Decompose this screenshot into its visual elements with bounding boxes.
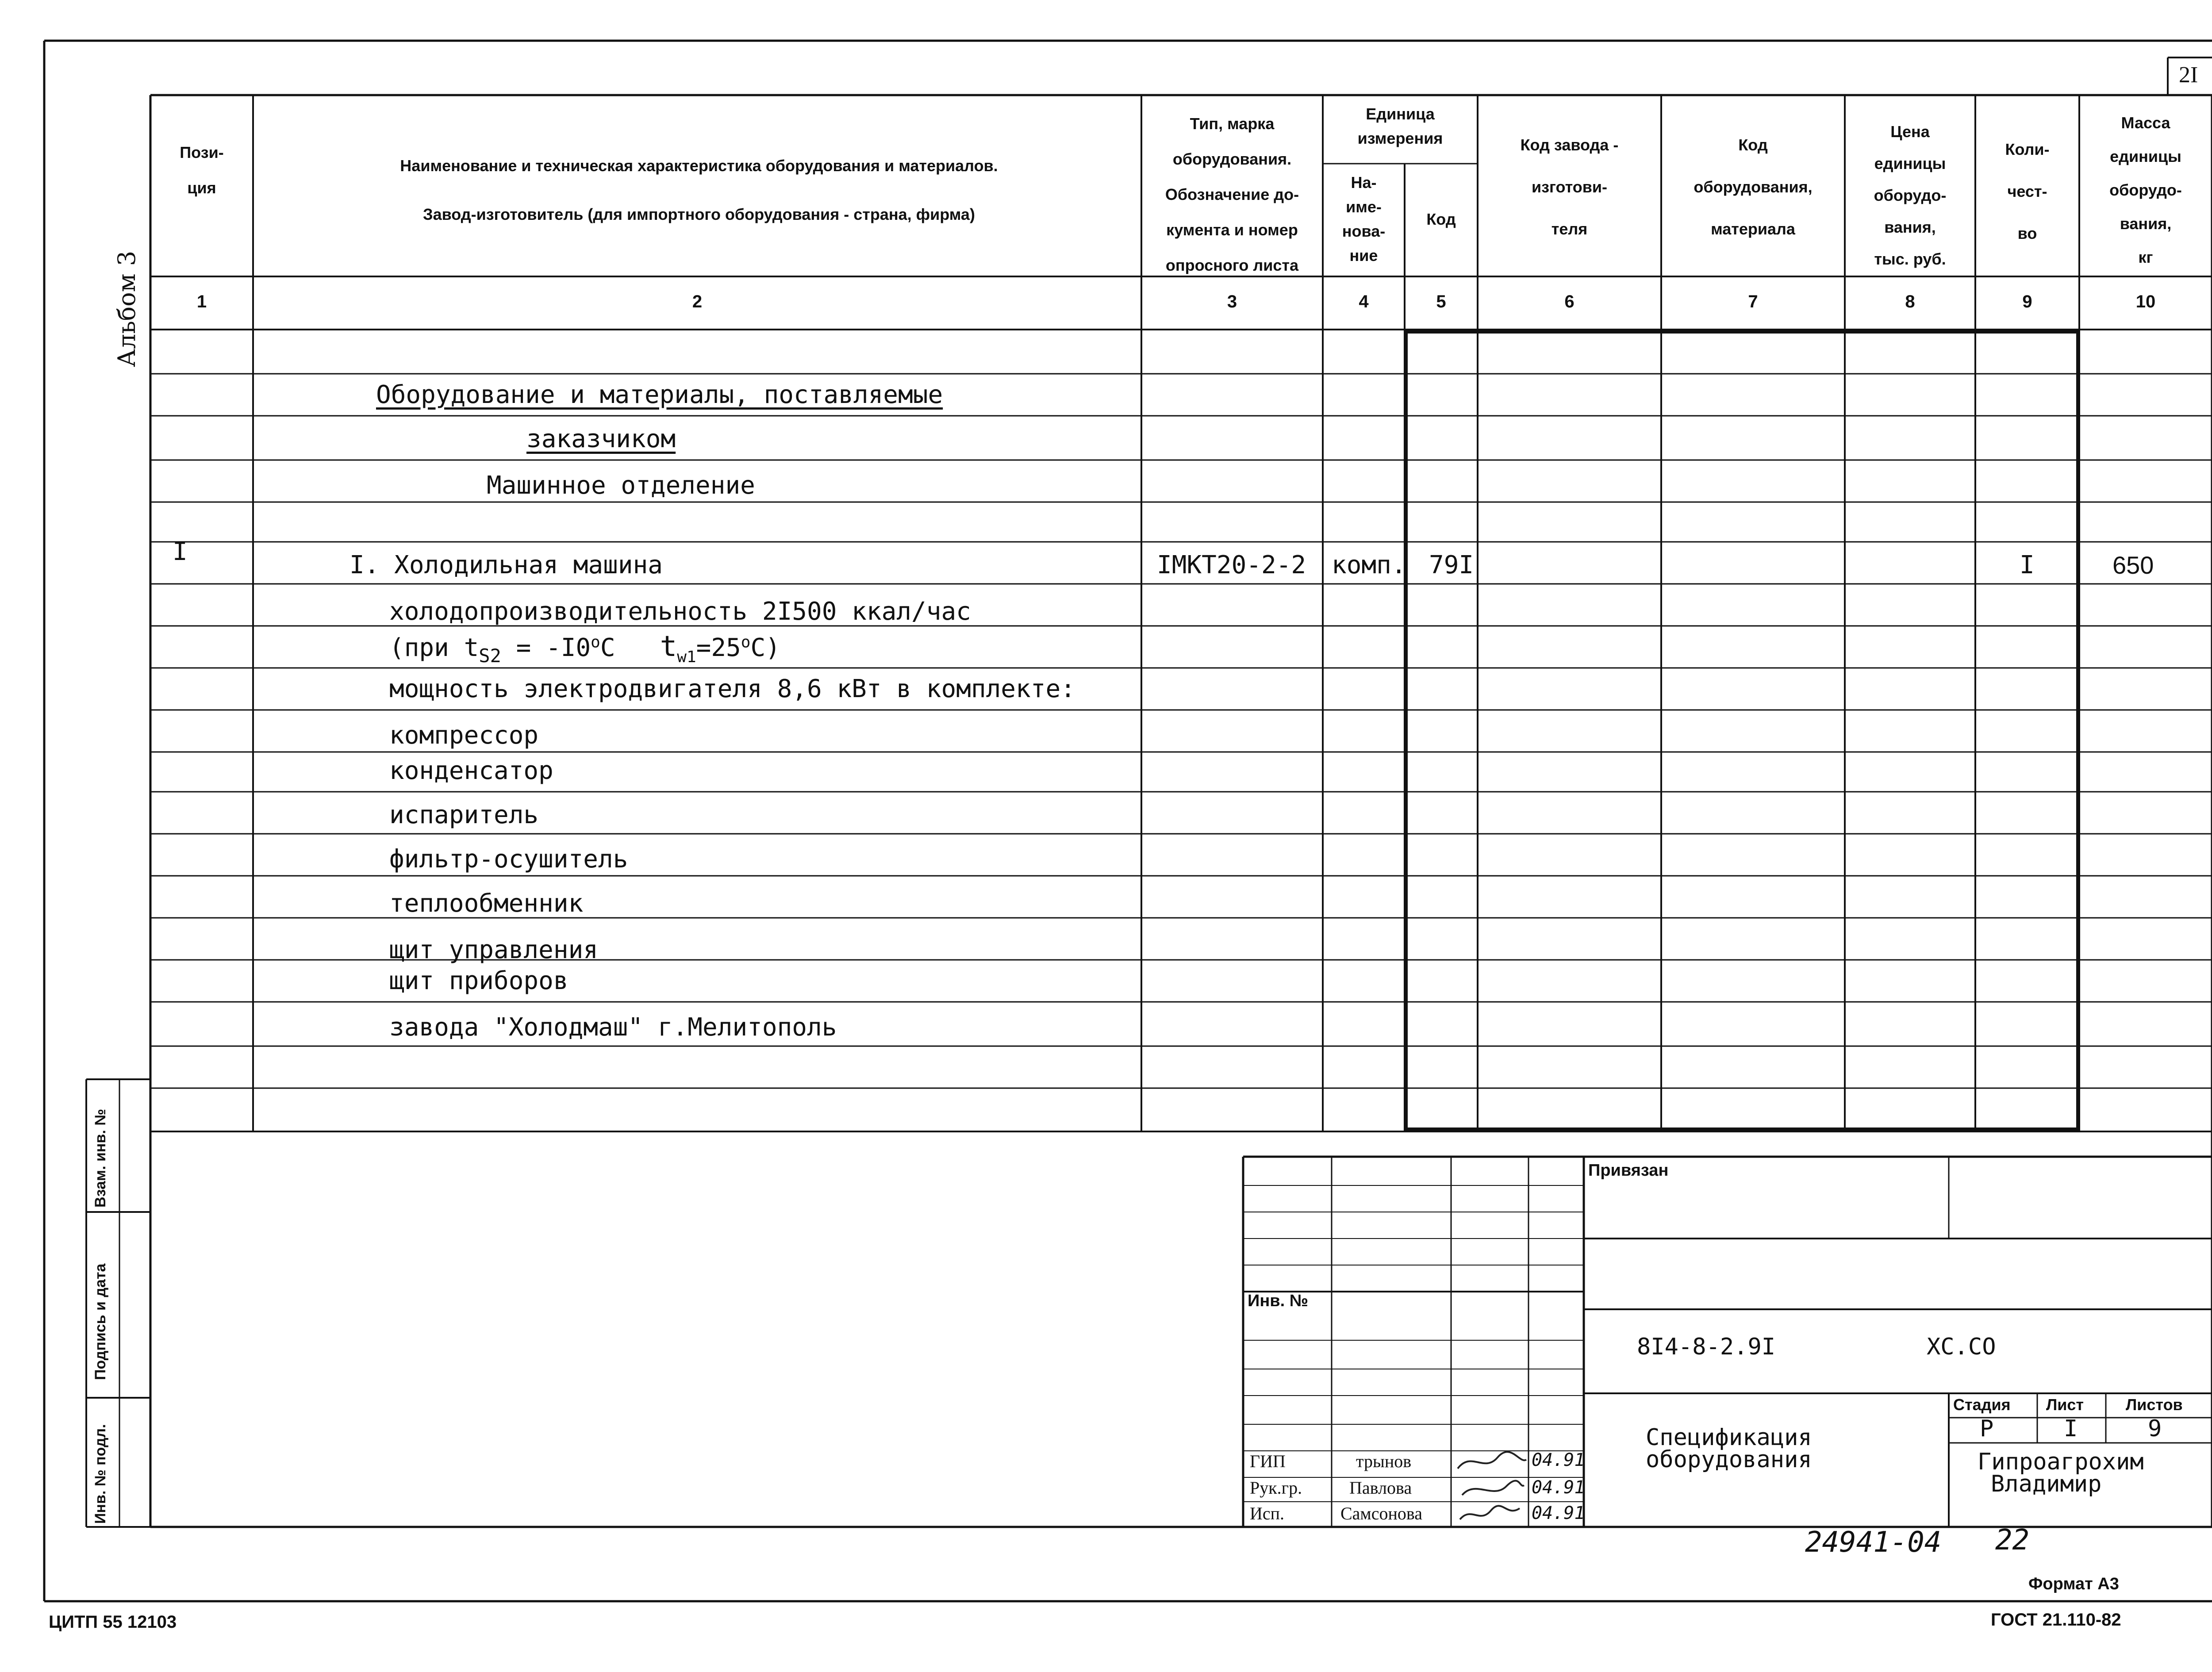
name-isp: Самсонова	[1340, 1503, 1423, 1523]
privyazan-label: Привязан	[1588, 1161, 1669, 1180]
name-gip: трынов	[1356, 1451, 1412, 1471]
org-name: Гипроагрохим	[1978, 1449, 2144, 1475]
citp-label: ЦИТП 55 12103	[49, 1612, 177, 1632]
sheets-label: Листов	[2126, 1396, 2183, 1414]
document-code: 8I4-8-2.9I	[1637, 1334, 1776, 1360]
header-factory-code: Код завода - изготови- теля	[1520, 136, 1619, 238]
subsection-title: Машинное отделение	[487, 471, 755, 500]
archive-number: 24941-04	[1805, 1526, 1942, 1559]
col-number: 2	[692, 292, 703, 311]
podpis-label: Подпись и дата	[92, 1263, 109, 1380]
spec-line: испаритель	[389, 801, 539, 829]
col-number: 8	[1905, 292, 1915, 311]
item-position: I	[173, 537, 188, 566]
item-quantity: I	[2020, 551, 2035, 579]
header-quantity: Коли- чест- во	[2005, 140, 2050, 242]
header-name: Наименование и техническая характеристика оборудования и материалов. Завод-изготовитель (для импортного оборудования - страна, фирма)	[400, 157, 998, 223]
spec-line: холодопроизводительность 2I500 ккал/час	[389, 597, 971, 626]
header-equipment-code: Код оборудования, материала	[1694, 136, 1813, 238]
spec-line: щит приборов	[389, 966, 568, 995]
col-number: 10	[2135, 292, 2156, 311]
col-number: 4	[1359, 292, 1369, 311]
name-rukgr: Павлова	[1349, 1478, 1412, 1498]
spec-line: щит управления	[389, 936, 599, 964]
spec-line: компрессор	[389, 721, 539, 750]
spec-line: теплообменник	[389, 889, 584, 918]
archive-page: 22	[1995, 1524, 2030, 1557]
spec-line: завода "Холодмаш" г.Мелитополь	[389, 1013, 837, 1042]
date-gip: 04.91	[1532, 1450, 1585, 1470]
sheet-label: Лист	[2046, 1396, 2084, 1414]
stage-label: Стадия	[1953, 1396, 2011, 1414]
header-unit-code: Код	[1426, 210, 1456, 228]
header-type: Тип, марка оборудования. Обозначение до- кумента и номер опросного листа	[1165, 115, 1299, 274]
item-name: I. Холодильная машина	[349, 551, 663, 579]
col-number: 6	[1564, 292, 1575, 311]
gost-label: ГОСТ 21.110-82	[1991, 1610, 2121, 1630]
item-mass: 650	[2112, 551, 2154, 579]
document-mark: ХС.СО	[1927, 1334, 1996, 1360]
section-title-cont: заказчиком	[526, 425, 676, 453]
date-rukgr: 04.91	[1532, 1477, 1585, 1498]
col-number: 1	[196, 292, 207, 311]
header-unit-name: На- име- нова- ние	[1342, 173, 1386, 265]
col-number: 5	[1436, 292, 1446, 311]
spec-line: фильтр-осушитель	[389, 845, 628, 874]
role-gip: ГИП	[1250, 1451, 1286, 1471]
col-number: 3	[1227, 292, 1237, 311]
signatures-image	[1453, 1446, 1528, 1526]
col-number: 7	[1748, 292, 1758, 311]
item-unit-code: 79I	[1429, 551, 1474, 579]
role-rukgr: Рук.гр.	[1250, 1478, 1302, 1498]
header-price: Цена единицы оборудо- вания, тыс. руб.	[1874, 123, 1947, 268]
vzam-label: Взам. инв. №	[92, 1108, 109, 1208]
col-number: 9	[2022, 292, 2032, 311]
inv-podl-label: Инв. № подл.	[92, 1424, 109, 1524]
spec-line: конденсатор	[389, 756, 553, 785]
inv-no-label: Инв. №	[1248, 1292, 1309, 1310]
doc-title-cont: оборудования	[1646, 1446, 1812, 1473]
sheets-value: 9	[2148, 1415, 2162, 1442]
org-city: Владимир	[1991, 1471, 2102, 1497]
spec-line: мощность электродвигателя 8,6 кВт в комплекте:	[389, 675, 1075, 703]
item-unit-name: комп.	[1332, 551, 1406, 579]
item-type: IМКТ20-2-2	[1157, 551, 1306, 579]
format-label: Формат А3	[2028, 1575, 2119, 1593]
date-isp: 04.91	[1532, 1503, 1585, 1523]
doc-title: Спецификация	[1646, 1424, 1812, 1451]
header-unit-group: Единица измерения	[1357, 105, 1443, 147]
header-position: Пози- ция	[180, 143, 224, 197]
spec-formula: (при $t_{S2} = -I0^oC$ $t_{w1}=25^oC$)	[389, 630, 780, 667]
role-isp: Исп.	[1250, 1503, 1285, 1523]
page-number: 2I	[2179, 62, 2198, 88]
stage-value: Р	[1980, 1415, 1994, 1442]
header-mass: Масса единицы оборудо- вания, кг	[2109, 114, 2182, 266]
sheet-value: I	[2064, 1415, 2078, 1442]
section-title: Оборудование и материалы, поставляемые	[376, 380, 943, 409]
album-label: Альбом 3	[113, 250, 141, 367]
